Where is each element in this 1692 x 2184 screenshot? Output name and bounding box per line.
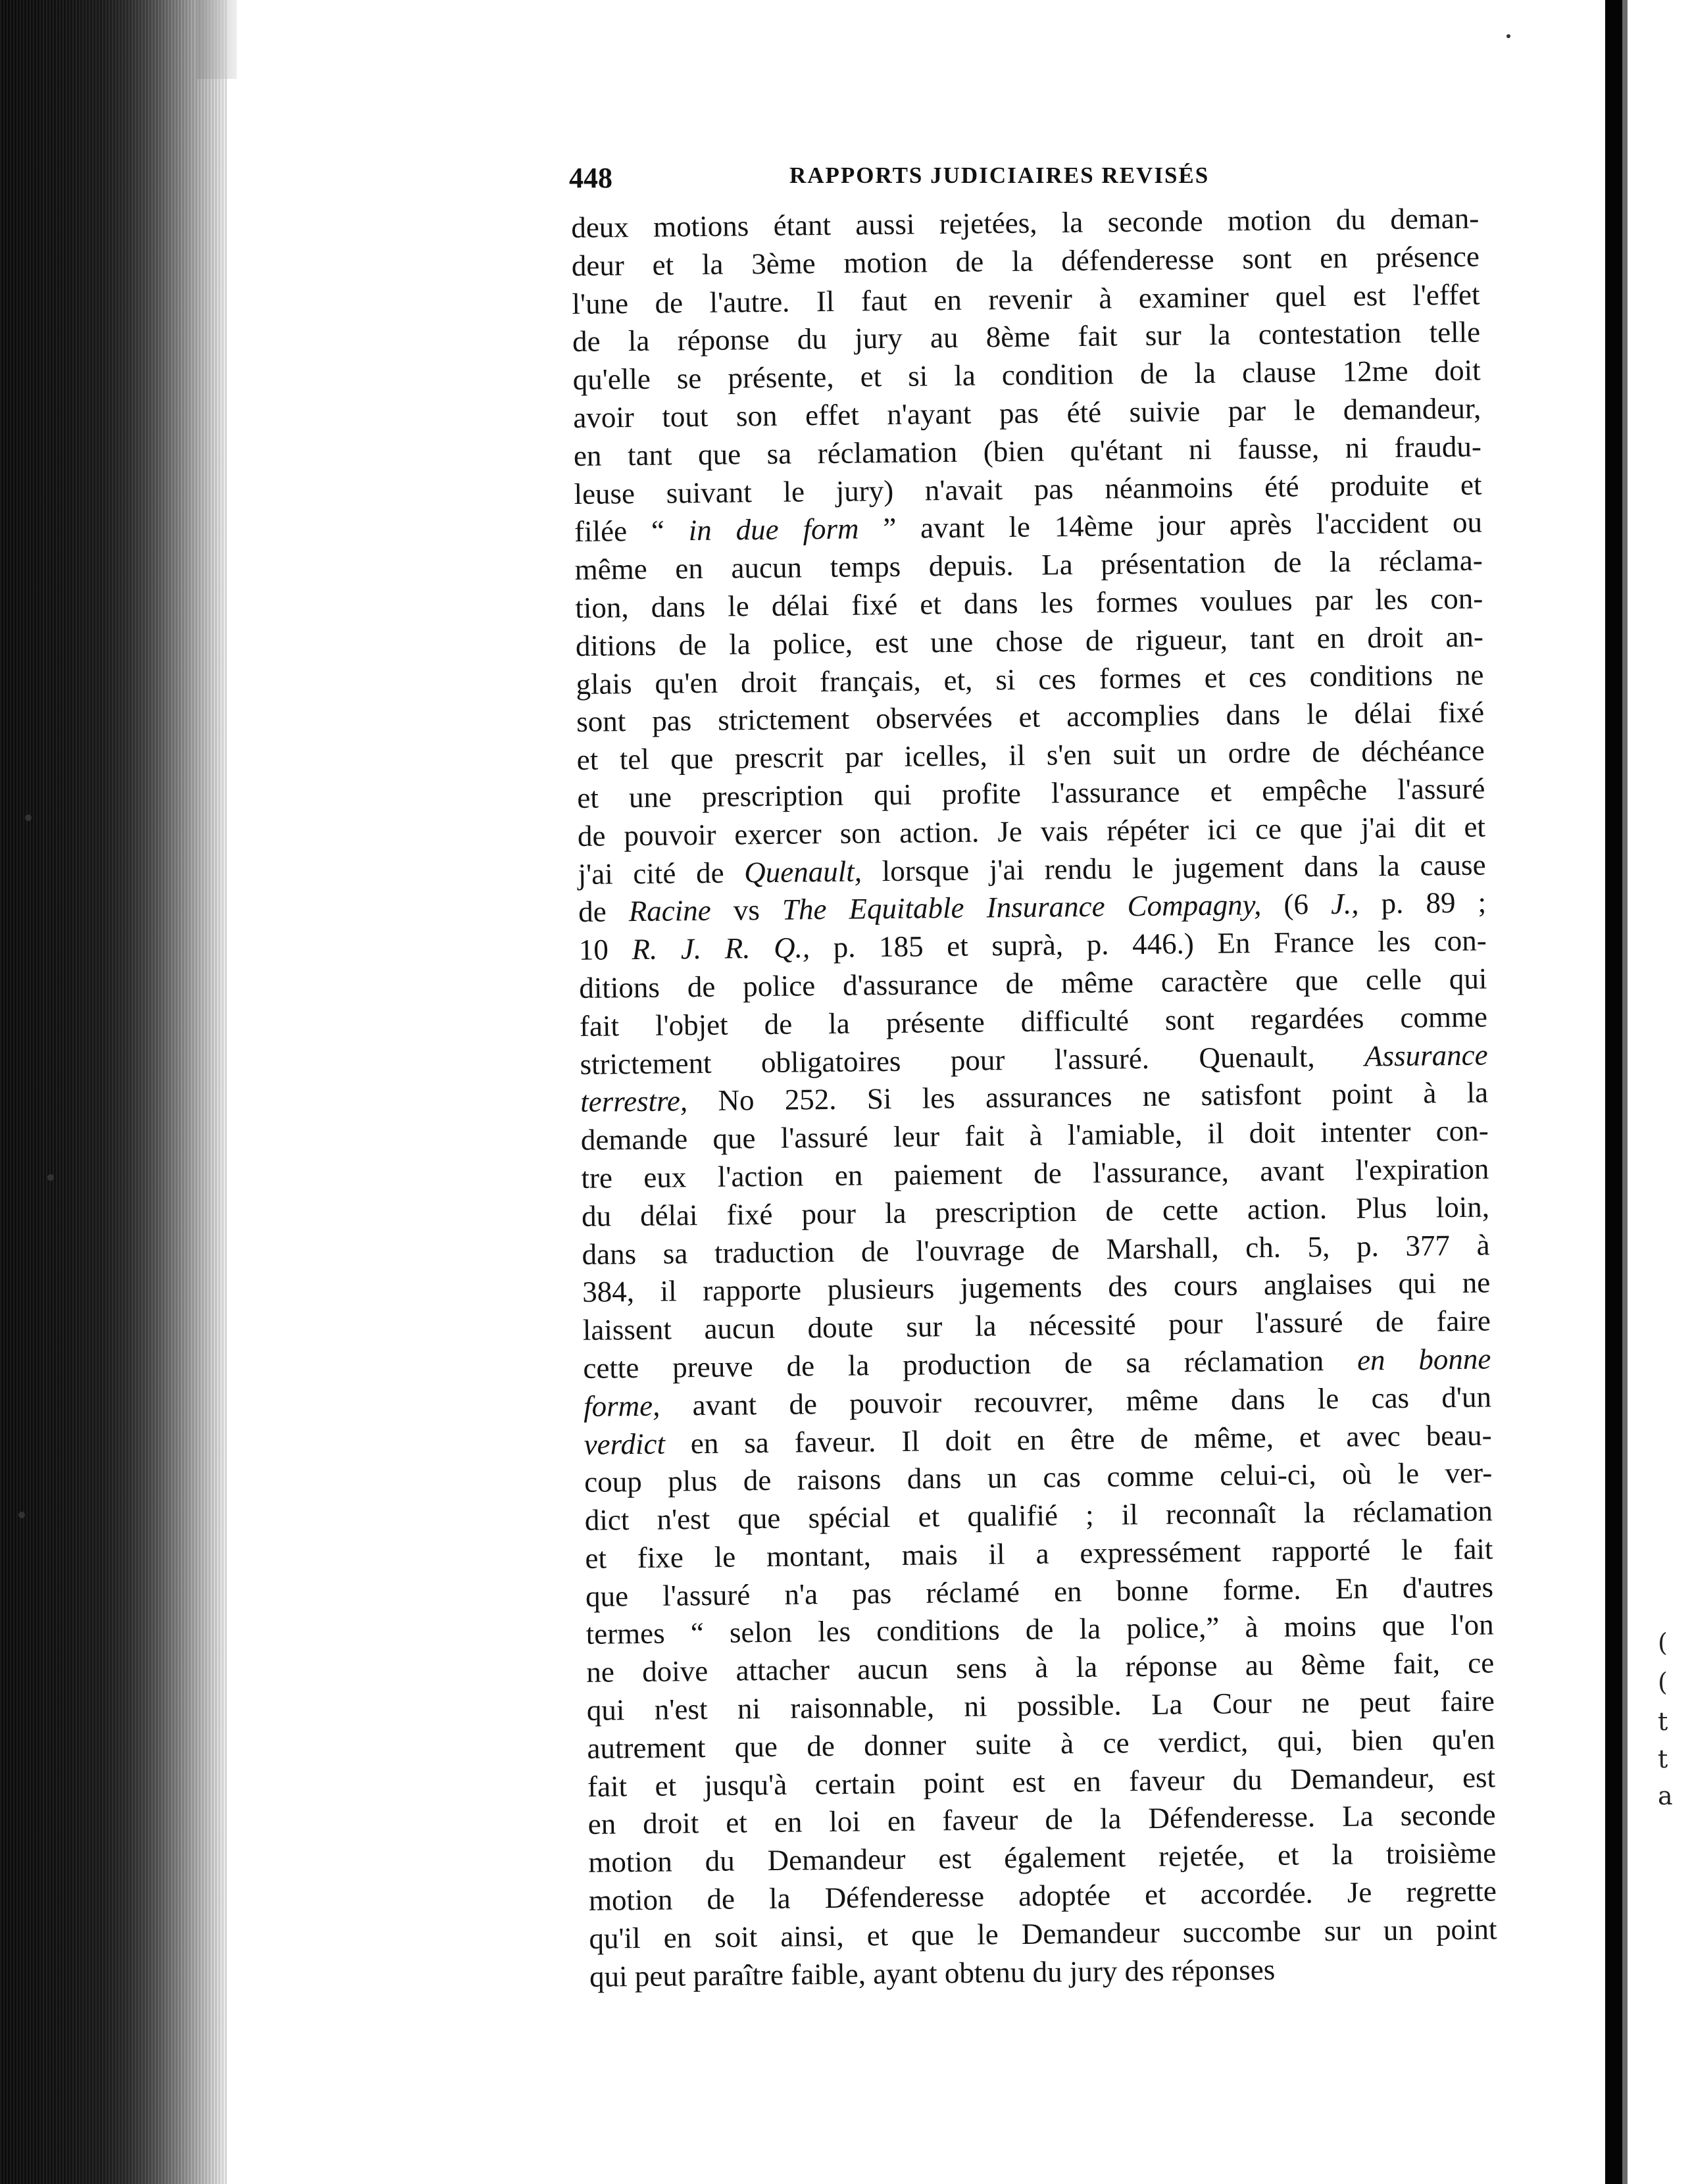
- italic-text: Assurance: [1364, 1038, 1488, 1072]
- text-segment: cette preuve de la production de sa réclamation: [583, 1343, 1358, 1385]
- text-segment: tre eux l'action en paiement de l'assurance, avant l'expiration: [581, 1152, 1489, 1195]
- text-segment: deux motions étant aussi rejetées, la seconde motion du deman-: [571, 201, 1480, 244]
- text-segment: qui peut paraître faible, ayant obtenu du jury des réponses: [589, 1952, 1276, 1993]
- text-segment: du délai fixé pour la prescription de cette action. Plus loin,: [581, 1190, 1490, 1233]
- text-segment: de: [578, 895, 630, 929]
- text-segment: 10: [578, 933, 632, 967]
- facing-page-glyph: a: [1658, 1781, 1673, 1810]
- page-number: 448: [569, 162, 612, 194]
- italic-text: Quenault,: [743, 854, 862, 889]
- text-segment: fait l'objet de la présente difficulté sont regardées comme: [579, 1000, 1488, 1043]
- text-segment: qui n'est ni raisonnable, ni possible. La Cour ne peut faire: [586, 1684, 1495, 1727]
- text-segment: p. 89 ;: [1358, 885, 1487, 920]
- binding-gutter: [1622, 0, 1628, 2184]
- italic-text: J.,: [1330, 887, 1359, 921]
- text-segment: ne doive attacher aucun sens à la réponse au 8ème fait, ce: [586, 1646, 1495, 1689]
- text-segment: motion de la Défenderesse adoptée et accordée. Je regrette: [588, 1874, 1497, 1917]
- speck: [18, 1512, 25, 1518]
- italic-text: The Equitable Insurance Compagny,: [782, 888, 1262, 927]
- italic-text: en bonne: [1356, 1342, 1491, 1377]
- text-segment: dict n'est que spécial et qualifié ; il reconnaît la réclamation: [584, 1494, 1493, 1537]
- italic-text: terrestre,: [580, 1084, 688, 1119]
- text-segment: et tel que prescrit par icelles, il s'en suit un ordre de déchéance: [576, 733, 1485, 777]
- text-segment: l'une de l'autre. Il faut en revenir à examiner quel est l'effet: [572, 278, 1480, 320]
- text-segment: avant de pouvoir recouvrer, même dans le cas d'un: [660, 1380, 1492, 1422]
- speck: [1506, 34, 1510, 38]
- text-segment: 384, il rapporte plusieurs jugements des cours anglaises qui ne: [582, 1266, 1491, 1309]
- text-segment: j'ai cité de: [578, 855, 745, 891]
- binding-shadow: [1605, 0, 1622, 2184]
- text-segment: ditions de la police, est une chose de rigueur, tant en droit an-: [575, 620, 1484, 662]
- text-segment: qu'elle se présente, et si la condition de la clause 12me doit: [572, 353, 1481, 397]
- text-segment: de pouvoir exercer son action. Je vais répéter ici ce que j'ai dit et: [577, 810, 1486, 853]
- text-segment: avoir tout son effet n'ayant pas été suivie par le demandeur,: [573, 391, 1481, 434]
- text-segment: vs: [710, 893, 783, 928]
- italic-text: forme,: [583, 1389, 660, 1423]
- text-segment: No 252. Si les assurances ne satisfont point à la: [687, 1076, 1489, 1118]
- text-segment: et une prescription qui profite l'assurance et empêche l'assuré: [577, 772, 1485, 814]
- speck: [47, 1174, 54, 1181]
- italic-text: R. J. R. Q.,: [632, 931, 810, 966]
- text-segment: (6: [1261, 887, 1331, 922]
- facing-page-glyph: (: [1658, 1668, 1668, 1697]
- text-segment: sont pas strictement observées et accomplies dans le délai fixé: [576, 695, 1485, 739]
- text-segment: termes “ selon les conditions de la police,” à moins que l'on: [585, 1608, 1494, 1651]
- text-segment: filée “: [574, 514, 689, 549]
- facing-page-binding: [1605, 0, 1692, 2184]
- italic-text: in due form: [688, 512, 859, 547]
- text-segment: de la réponse du jury au 8ème fait sur la contestation telle: [572, 315, 1481, 359]
- text-segment: en droit et en loi en faveur de la Défenderesse. La seconde: [587, 1798, 1496, 1841]
- text-segment: glais qu'en droit français, et, si ces formes et ces conditions ne: [576, 658, 1484, 701]
- text-segment: fait et jusqu'à certain point est en faveur du Demandeur, est: [587, 1760, 1496, 1803]
- page-edge-highlight: [197, 0, 237, 79]
- text-segment: que l'assuré n'a pas réclamé en bonne forme. En d'autres: [585, 1570, 1494, 1613]
- text-segment: qu'il en soit ainsi, et que le Demandeur succombe sur un point: [589, 1912, 1497, 1955]
- facing-page-glyph: t: [1658, 1707, 1668, 1736]
- text-segment: ” avant le 14ème jour après l'accident ou: [858, 505, 1483, 545]
- speck: [25, 814, 32, 821]
- text-segment: laissent aucun doute sur la nécessité pour l'assuré de faire: [582, 1304, 1491, 1347]
- text-segment: même en aucun temps depuis. La présentation de la réclama-: [574, 543, 1483, 587]
- body-text: [571, 200, 1497, 1997]
- text-segment: dans sa traduction de l'ouvrage de Marshall, ch. 5, p. 377 à: [582, 1228, 1490, 1271]
- text-segment: deur et la 3ème motion de la défenderesse sont en présence: [571, 239, 1480, 282]
- text-segment: et fixe le montant, mais il a expressément rapporté le fait: [585, 1532, 1493, 1575]
- page-edge-lines: [0, 0, 227, 2184]
- text-segment: demande que l'assuré leur fait à l'amiable, il doit intenter con-: [580, 1114, 1489, 1157]
- italic-text: Racine: [628, 894, 711, 928]
- text-segment: lorsque j'ai rendu le jugement dans la cause: [861, 848, 1486, 887]
- text-segment: p. 185 et suprà, p. 446.) En France les con-: [809, 924, 1487, 964]
- text-segment: ditions de police d'assurance de même caractère que celle qui: [579, 962, 1487, 1005]
- text-segment: strictement obligatoires pour l'assuré. Quenault,: [580, 1039, 1365, 1081]
- text-segment: motion du Demandeur est également rejetée, et la troisième: [588, 1836, 1497, 1879]
- text-segment: en sa faveur. Il doit en être de même, et avec beau-: [664, 1418, 1492, 1460]
- italic-text: verdict: [584, 1427, 666, 1461]
- running-title: RAPPORTS JUDICIAIRES REVISÉS: [789, 162, 1210, 188]
- text-segment: en tant que sa réclamation (bien qu'étant ni fausse, ni fraudu-: [573, 430, 1482, 472]
- text-segment: coup plus de raisons dans un cas comme celui-ci, où le ver-: [584, 1456, 1493, 1499]
- text-segment: tion, dans le délai fixé et dans les formes voulues par les con-: [575, 582, 1483, 624]
- facing-page-glyph: (: [1658, 1628, 1668, 1657]
- book-page-edges: [0, 0, 227, 2184]
- text-segment: leuse suivant le jury) n'avait pas néanmoins été produite et: [574, 468, 1482, 510]
- facing-page-glyph: t: [1658, 1745, 1668, 1774]
- text-segment: autrement que de donner suite à ce verdict, qui, bien qu'en: [587, 1722, 1495, 1765]
